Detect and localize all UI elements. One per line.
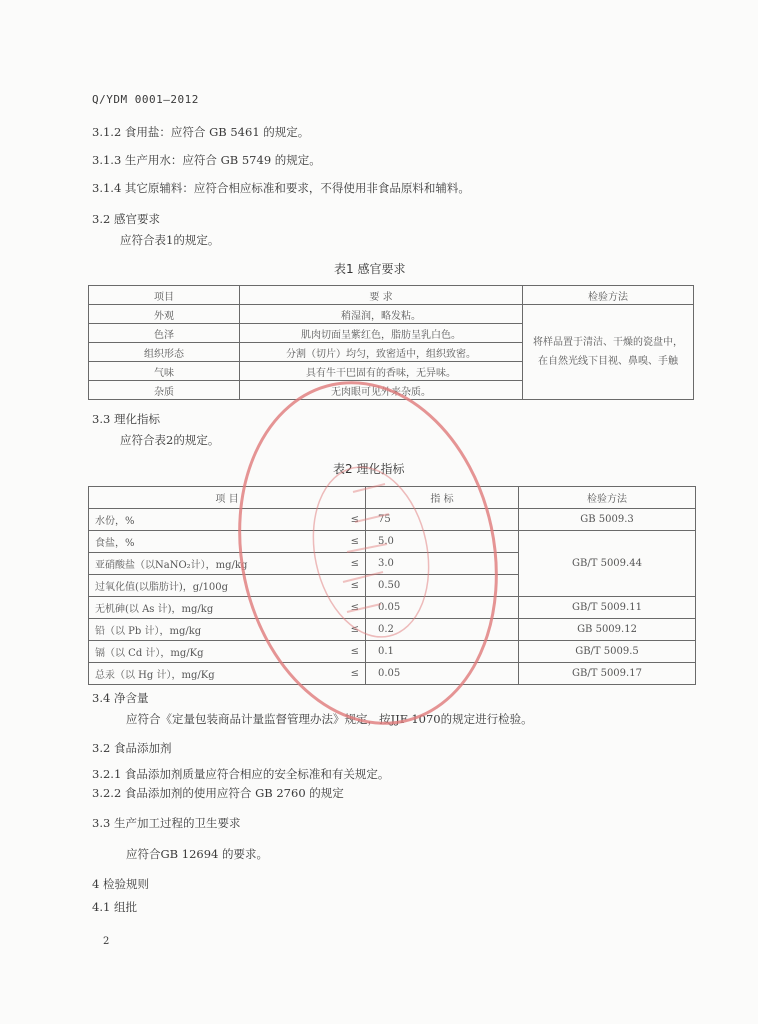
clause-3-2-2: 3.2.2 食品添加剂的使用应符合 GB 2760 的规定 [92, 786, 344, 800]
table-cell: ≤ [335, 509, 366, 531]
table-cell: 无肉眼可见外来杂质。 [240, 381, 523, 400]
table-cell: 铅（以 Pb 计），mg/kg [89, 619, 336, 641]
table-row [89, 663, 696, 685]
table-cell: 0.05 [366, 597, 519, 619]
table-header-cell: 检验方法 [519, 487, 696, 509]
section-3-2-heading: 3.2 感官要求 [92, 212, 160, 226]
table-cell: 无机砷(以 As 计)，mg/kg [89, 597, 336, 619]
table-header-cell: 项目 [89, 286, 240, 305]
table-cell: ≤ [335, 641, 366, 663]
clause-3-1-3: 3.1.3 生产用水：应符合 GB 5749 的规定。 [92, 153, 321, 167]
table-cell: ≤ [335, 597, 366, 619]
section-3-3-body: 应符合表2的规定。 [120, 433, 220, 447]
section-hygiene-body: 应符合GB 12694 的要求。 [126, 847, 269, 861]
table-cell: 杂质 [89, 381, 240, 400]
table-cell: ≤ [335, 553, 366, 575]
table-cell: 外观 [89, 305, 240, 324]
section-additives-heading: 3.2 食品添加剂 [92, 741, 172, 755]
table-header-cell: 要 求 [240, 286, 523, 305]
table-cell: 总汞（以 Hg 计），mg/Kg [89, 663, 336, 685]
table-cell: 色泽 [89, 324, 240, 343]
table-method-cell: 将样品置于清洁、干燥的瓷盘中，在自然光线下目视、鼻嗅、手触 [523, 305, 694, 400]
table-cell: 0.2 [366, 619, 519, 641]
section-4-heading: 4 检验规则 [92, 877, 149, 891]
table-cell: GB/T 5009.11 [519, 597, 696, 619]
page-number: 2 [103, 936, 110, 947]
section-3-4-body: 应符合《定量包装商品计量监督管理办法》规定，按JJF 1070的规定进行检验。 [126, 712, 533, 726]
table1-title: 表1 感官要求 [334, 262, 406, 276]
section-hygiene-heading: 3.3 生产加工过程的卫生要求 [92, 816, 241, 830]
table-cell: 3.0 [366, 553, 519, 575]
table-cell: ≤ [335, 531, 366, 553]
table-row [89, 641, 696, 663]
table-cell: 肌肉切面呈紫红色，脂肪呈乳白色。 [240, 324, 523, 343]
table-cell: 0.05 [366, 663, 519, 685]
table-row [89, 531, 696, 553]
clause-3-2-1: 3.2.1 食品添加剂质量应符合相应的安全标准和有关规定。 [92, 767, 390, 781]
table-cell: 组织形态 [89, 343, 240, 362]
section-3-2-body: 应符合表1的规定。 [120, 233, 220, 247]
table-cell: 稍湿润，略发粘。 [240, 305, 523, 324]
table-cell: 过氧化值(以脂肪计)，g/100g [89, 575, 336, 597]
table-cell: 75 [366, 509, 519, 531]
doc-code-header: Q/YDM 0001—2012 [92, 93, 199, 106]
clause-4-1: 4.1 组批 [92, 900, 137, 914]
table-cell: 分割（切片）均匀，致密适中，组织致密。 [240, 343, 523, 362]
table-header-cell: 检验方法 [523, 286, 694, 305]
table-cell: 亚硝酸盐（以NaNO₂计），mg/kg [89, 553, 336, 575]
table-cell: GB 5009.12 [519, 619, 696, 641]
table-cell: GB/T 5009.5 [519, 641, 696, 663]
table2-title: 表2 理化指标 [333, 462, 405, 476]
table-cell: GB 5009.3 [519, 509, 696, 531]
table-row [89, 509, 696, 531]
table-cell: ≤ [335, 575, 366, 597]
section-3-3-heading: 3.3 理化指标 [92, 412, 160, 426]
table-header-cell: 项 目 [89, 487, 366, 509]
physicochemical-table [88, 486, 696, 685]
clause-3-1-2: 3.1.2 食用盐：应符合 GB 5461 的规定。 [92, 125, 310, 139]
table-row [89, 305, 694, 324]
table-header-cell: 指 标 [366, 487, 519, 509]
table-cell: 气味 [89, 362, 240, 381]
table-cell: 具有牛干巴固有的香味，无异味。 [240, 362, 523, 381]
sensory-table [88, 285, 694, 400]
table-cell: ≤ [335, 663, 366, 685]
table-header-row [89, 487, 696, 509]
table-cell: 0.50 [366, 575, 519, 597]
clause-3-1-4: 3.1.4 其它原辅料：应符合相应标准和要求，不得使用非食品原料和辅料。 [92, 181, 470, 195]
table-cell: GB/T 5009.44 [519, 531, 696, 597]
table-row [89, 597, 696, 619]
table-row [89, 619, 696, 641]
table-cell: GB/T 5009.17 [519, 663, 696, 685]
table-cell: 水份，% [89, 509, 336, 531]
table-cell: 食盐，% [89, 531, 336, 553]
table-header-row [89, 286, 694, 305]
section-3-4-heading: 3.4 净含量 [92, 691, 149, 705]
table-cell: ≤ [335, 619, 366, 641]
table-cell: 镉（以 Cd 计），mg/Kg [89, 641, 336, 663]
table-cell: 5.0 [366, 531, 519, 553]
table-cell: 0.1 [366, 641, 519, 663]
